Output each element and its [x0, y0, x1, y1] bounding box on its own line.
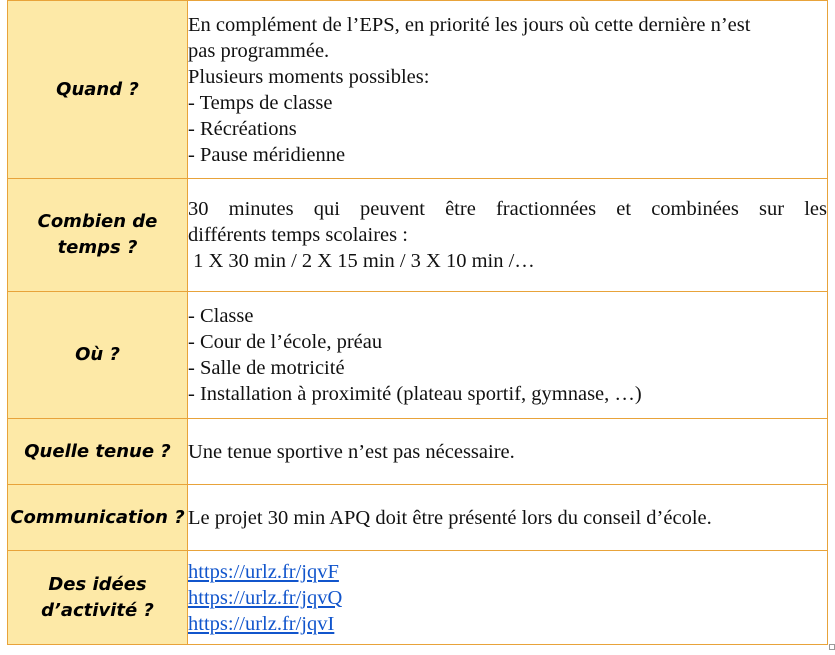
- content-line: - Temps de classe: [188, 91, 333, 114]
- table-row-tenue: [8, 419, 828, 485]
- content-line: - Cour de l’école, préau: [188, 331, 383, 353]
- label-line: d’activité ?: [41, 599, 154, 621]
- row-content-quand: [188, 1, 828, 179]
- row-label-ou: Où ?: [8, 292, 188, 419]
- label-line: Des idées: [48, 573, 147, 595]
- activity-link-1[interactable]: https://urlz.fr/jqvF: [188, 560, 339, 583]
- content-line: - Classe: [188, 305, 254, 327]
- row-content-ou: [188, 292, 828, 419]
- activity-link-2[interactable]: https://urlz.fr/jqvQ: [188, 586, 343, 609]
- content-line: - Installation à proximité (plateau sportif, gymnase, …): [188, 383, 642, 405]
- content-line: 30 minutes qui peuvent être fractionnées et combinées sur les: [188, 198, 827, 220]
- table-row-ou: [8, 292, 828, 419]
- row-label-tenue: Quelle tenue ?: [8, 419, 188, 485]
- content-line: - Récréations: [188, 117, 297, 140]
- table-row-combien: [8, 179, 828, 292]
- row-label-quand: Quand ?: [8, 1, 188, 179]
- table-row-quand: [8, 1, 828, 179]
- row-content-combien: [188, 179, 828, 292]
- content-line: - Salle de motricité: [188, 357, 345, 379]
- content-line: En complément de l’EPS, en priorité les jours où cette dernière n’est: [188, 13, 751, 36]
- table-resize-handle[interactable]: [829, 644, 835, 650]
- row-label-idees: [8, 551, 188, 645]
- row-content-idees: [188, 551, 828, 645]
- info-table: [7, 0, 828, 645]
- label-line: Combien de: [37, 211, 158, 232]
- row-content-communication: Le projet 30 min APQ doit être présenté lors du conseil d’école.: [188, 485, 828, 551]
- activity-link-3[interactable]: https://urlz.fr/jqvI: [188, 612, 335, 635]
- table-row-communication: [8, 485, 828, 551]
- label-line: temps ?: [57, 237, 138, 258]
- content-line: 1 X 30 min / 2 X 15 min / 3 X 10 min /…: [188, 250, 535, 272]
- row-content-tenue: Une tenue sportive n’est pas nécessaire.: [188, 419, 828, 485]
- content-line: différents temps scolaires :: [188, 224, 408, 246]
- content-line: Plusieurs moments possibles:: [188, 65, 430, 88]
- row-label-combien: [8, 179, 188, 292]
- table-row-idees: [8, 551, 828, 645]
- content-line: - Pause méridienne: [188, 143, 346, 166]
- row-label-communication: Communication ?: [8, 485, 188, 551]
- content-line: pas programmée.: [188, 39, 330, 62]
